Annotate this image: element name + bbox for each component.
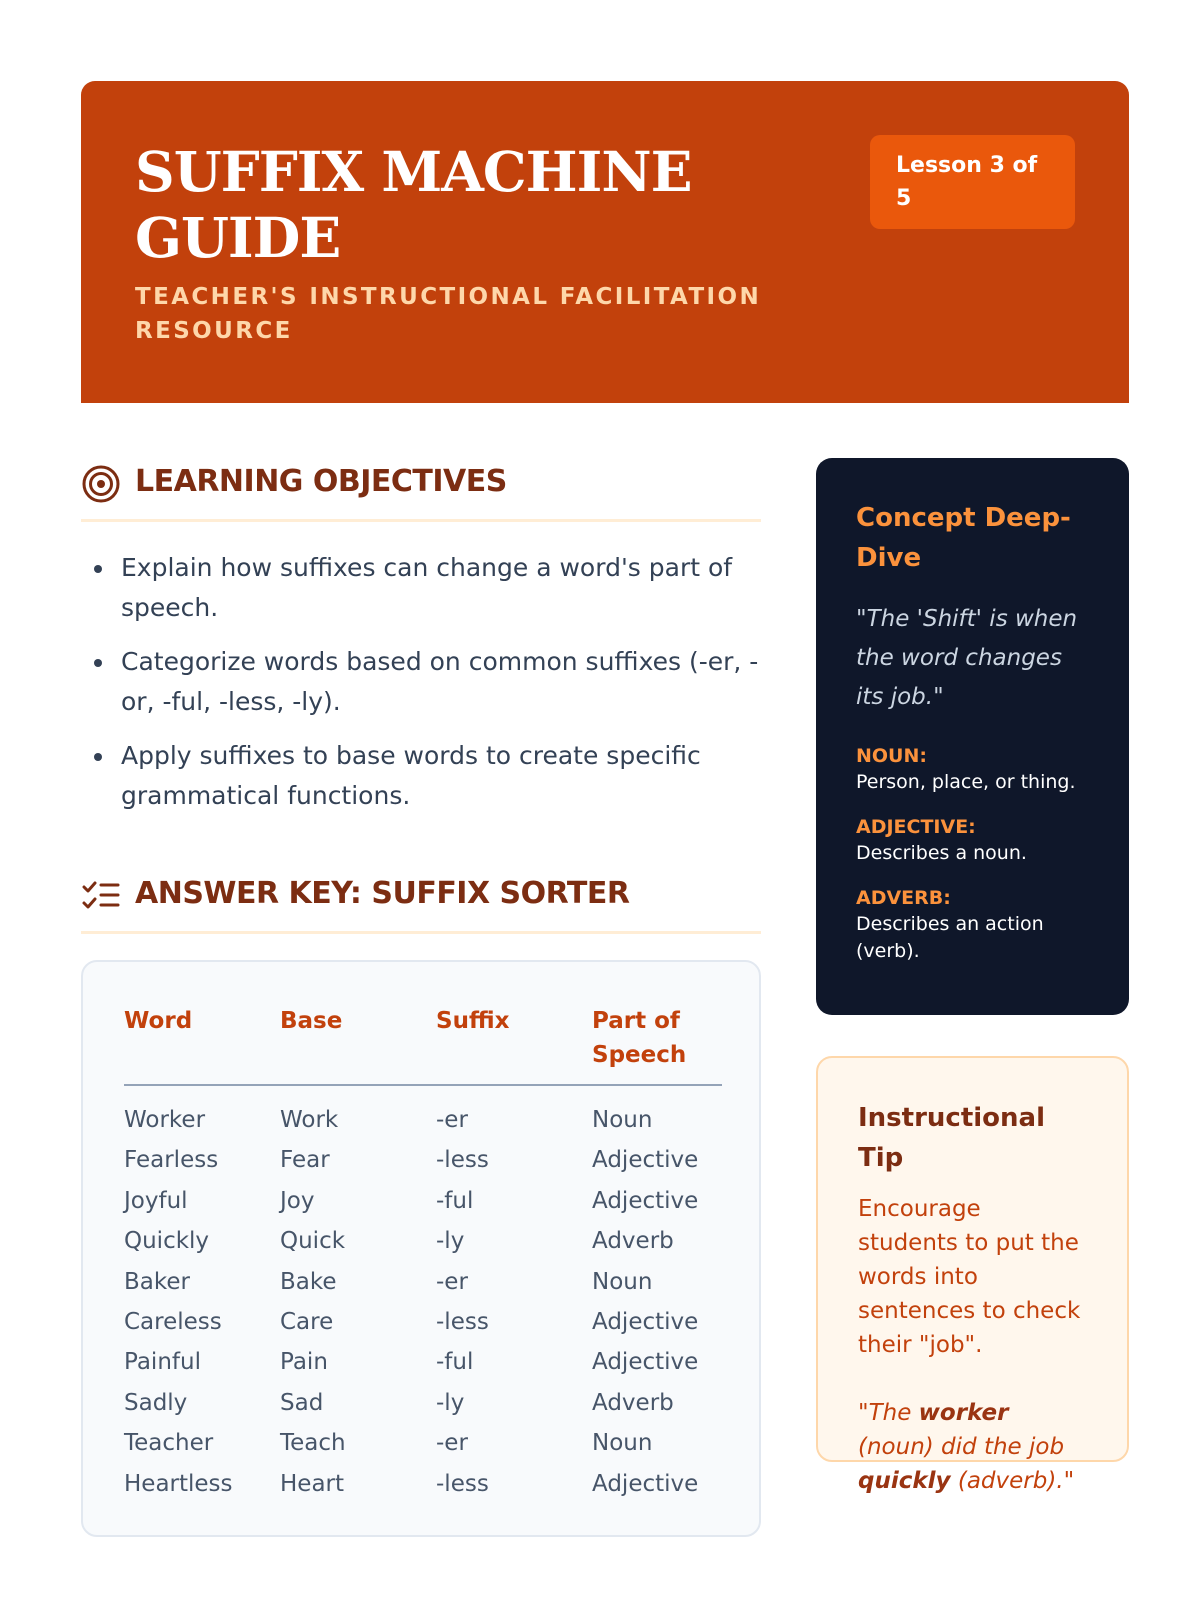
tip-example-highlight: quickly	[858, 1468, 951, 1494]
list-item: Apply suffixes to base words to create specific grammatical functions.	[121, 736, 761, 816]
table-row	[124, 1383, 722, 1423]
cell-part-of-speech: Noun	[592, 1107, 653, 1133]
cell-base: Joy	[280, 1187, 315, 1214]
tip-example-text: (noun) did the job	[858, 1434, 1065, 1460]
cell-base: Quick	[280, 1228, 346, 1255]
term-adverb	[856, 885, 1089, 965]
tip-example-highlight: worker	[918, 1400, 1009, 1426]
concept-title: Concept Deep-Dive	[856, 503, 1071, 573]
cell-suffix: -er	[436, 1107, 468, 1133]
cell-base: Fear	[280, 1147, 330, 1174]
term-definition: Describes a noun.	[856, 842, 1027, 864]
table-row	[124, 1221, 722, 1261]
answer-key-table-card	[81, 960, 761, 1537]
cell-suffix: -less	[436, 1147, 489, 1174]
lesson-badge: Lesson 3 of 5	[870, 135, 1075, 229]
checklist-icon	[81, 876, 121, 916]
table-row	[124, 1100, 722, 1140]
cell-part-of-speech: Adjective	[592, 1308, 699, 1335]
cell-suffix: -er	[436, 1430, 468, 1457]
term-label: ADVERB:	[856, 887, 951, 909]
term-label: NOUN:	[856, 745, 927, 767]
table-row	[124, 1423, 722, 1463]
cell-word: Quickly	[124, 1228, 210, 1255]
answer-key-heading-label: ANSWER KEY: SUFFIX SORTER	[135, 876, 630, 911]
cell-base: Care	[280, 1308, 334, 1335]
cell-base: Bake	[280, 1268, 337, 1295]
cell-suffix: -less	[436, 1470, 489, 1497]
cell-word: Heartless	[124, 1470, 233, 1497]
table-row	[124, 1181, 722, 1221]
cell-word: Painful	[124, 1349, 201, 1376]
cell-base: Heart	[280, 1470, 345, 1497]
table-header	[124, 1004, 722, 1086]
answer-key-heading	[81, 870, 761, 934]
cell-word: Teacher	[124, 1430, 214, 1457]
concept-quote: "The 'Shift' is when the word changes its job."	[856, 606, 1078, 710]
tip-body: Encourage students to put the words into sentences to check their "job".	[858, 1196, 1081, 1358]
table-row	[124, 1140, 722, 1180]
column-header-base: Base	[280, 1008, 343, 1034]
tip-example	[858, 1396, 1087, 1498]
cell-part-of-speech: Adverb	[592, 1228, 674, 1255]
cell-part-of-speech: Noun	[592, 1430, 653, 1457]
objectives-heading	[81, 458, 761, 522]
cell-part-of-speech: Adjective	[592, 1470, 699, 1497]
concept-card	[816, 458, 1129, 1015]
cell-suffix: -ful	[436, 1187, 474, 1214]
cell-word: Fearless	[124, 1147, 219, 1174]
cell-word: Careless	[124, 1308, 222, 1335]
cell-word: Sadly	[124, 1389, 188, 1416]
cell-part-of-speech: Noun	[592, 1268, 653, 1295]
cell-base: Pain	[280, 1349, 328, 1376]
cell-base: Work	[280, 1107, 339, 1133]
cell-suffix: -ful	[436, 1349, 474, 1376]
cell-part-of-speech: Adjective	[592, 1349, 699, 1376]
cell-word: Worker	[124, 1107, 206, 1133]
cell-suffix: -ly	[436, 1228, 465, 1255]
cell-part-of-speech: Adjective	[592, 1147, 699, 1174]
list-item: Categorize words based on common suffixes (-er, -or, -ful, -less, -ly).	[121, 642, 761, 722]
instructional-tip-card	[816, 1056, 1129, 1494]
table-row	[124, 1302, 722, 1342]
cell-suffix: -er	[436, 1268, 468, 1295]
term-adjective	[856, 814, 1089, 867]
tip-title: Instructional Tip	[858, 1103, 1046, 1173]
cell-word: Baker	[124, 1268, 190, 1295]
objectives-heading-label: LEARNING OBJECTIVES	[135, 464, 507, 499]
cell-base: Teach	[280, 1430, 346, 1457]
column-header-part-of-speech: Part of Speech	[592, 1008, 687, 1068]
cell-suffix: -ly	[436, 1389, 465, 1416]
tip-example-text: (adverb)."	[950, 1468, 1075, 1494]
cell-suffix: -less	[436, 1308, 489, 1335]
objectives-list	[121, 548, 761, 830]
table-row	[124, 1342, 722, 1382]
tip-example-text: "The	[858, 1400, 919, 1426]
header-banner	[81, 81, 1129, 403]
term-noun	[856, 743, 1089, 796]
table-row	[124, 1464, 722, 1504]
cell-part-of-speech: Adjective	[592, 1187, 699, 1214]
cell-part-of-speech: Adverb	[592, 1389, 674, 1416]
target-icon	[81, 464, 121, 504]
cell-word: Joyful	[124, 1187, 188, 1214]
term-definition: Person, place, or thing.	[856, 771, 1076, 793]
term-label: ADJECTIVE:	[856, 816, 976, 838]
term-definition: Describes an action (verb).	[856, 913, 1044, 962]
column-header-word: Word	[124, 1008, 193, 1034]
cell-base: Sad	[280, 1389, 324, 1416]
list-item: Explain how suffixes can change a word's part of speech.	[121, 548, 761, 628]
page-subtitle: TEACHER'S INSTRUCTIONAL FACILITATION RESOURCE	[135, 284, 762, 344]
answer-key-table	[124, 1004, 722, 1504]
page-title: SUFFIX MACHINE GUIDE	[135, 139, 692, 270]
table-row	[124, 1262, 722, 1302]
column-header-suffix: Suffix	[436, 1008, 510, 1034]
table-body	[124, 1086, 722, 1504]
